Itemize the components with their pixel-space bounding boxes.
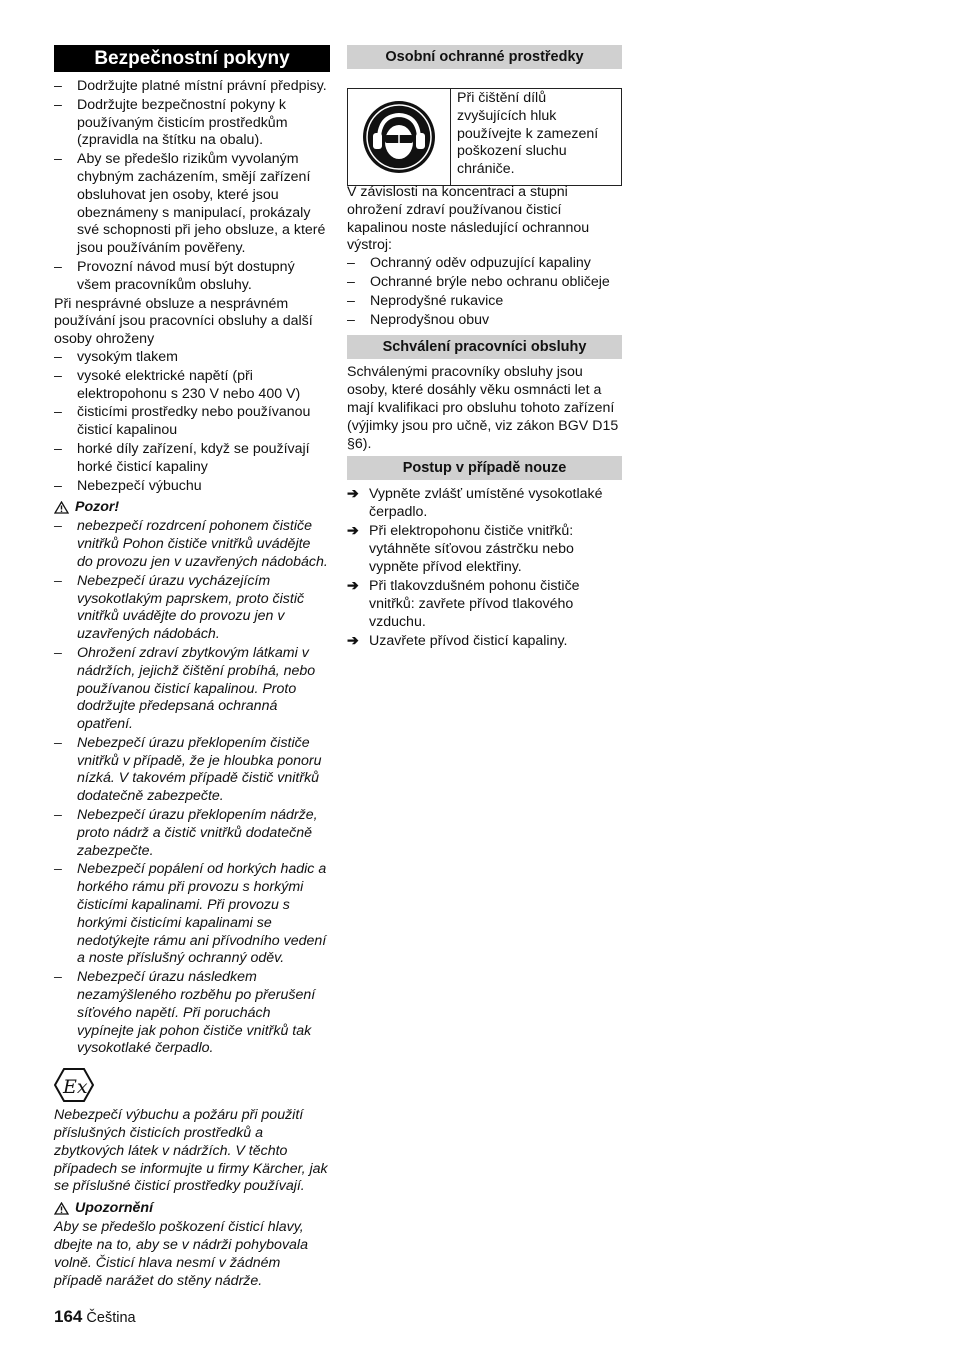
list-item: – vysokým tlakem [54,349,330,367]
list-item: – Aby se předešlo rizikům vyvolaným chybným zacházením, smějí zařízení obsluhovat jen osoby, které jsou obeznámeny s manipulací, prokázaly své schopnosti při jeho obsluze, a které jsou používáním pověřeny. [54,151,330,258]
list-item: – vysoké elektrické napětí (při elektropohonu s 230 V nebo 400 V) [54,368,330,404]
list-item: ➔ Vypněte zvlášť umístěné vysokotlaké čerpadlo. [347,486,603,521]
notice-label: Upozornění [75,1200,154,1217]
list-item: ➔ Při elektropohonu čističe vnitřků: vytáhněte síťovou zástrčku nebo vypněte přívod elektřiny. [347,523,574,576]
list-item: – horké díly zařízení, když se používají horké čisticí kapaliny [54,441,330,477]
page-footer [54,1307,136,1327]
ppe-box-text: Při čištění dílů zvyšujících hluk používejte k zamezení poškození sluchu chrániče. [457,90,599,178]
list-item: – Nebezpečí úrazu překlopením čističe vnitřků v případě, že je hloubka ponoru nízká. V takovém případě čistič vnitřků dodatečně zabezpečte. [54,735,330,806]
caution-heading [54,498,330,516]
warning-triangle-icon [54,501,69,514]
list-item: – Nebezpečí popálení od horkých hadic a horkého rámu při provozu s horkými čisticími kapalinami. Při provozu s horkými čisticími kapalinami se nedotýkejte rámu ani přívodního vedení a noste příslušný ochranný oděv. [54,861,330,968]
section-title-approval: Schválení pracovníci obsluhy [347,335,622,359]
list-item: – Nebezpečí výbuchu [54,478,330,496]
arrow-right-icon: ➔ [347,578,359,595]
emergency-list [347,485,622,650]
ex-warning-text: Nebezpečí výbuchu a požáru při použití příslušných čisticích prostředků a zbytkových látek v nádržích. V těchto případech se informujte u firmy Kärcher, jak se příslušné čisticí prostředky používají. [54,1107,328,1195]
svg-text:Ex: Ex [63,1076,88,1099]
notice-text: Aby se předešlo poškození čisticí hlavy, dbejte na to, aby se v nádrži pohybovala volně. Čisticí hlava nesmí v žádném případě narážet do stěny nádrže. [54,1219,308,1289]
ppe-notice-box [347,88,622,186]
list-item: – Ochranný oděv odpuzující kapaliny [347,255,622,273]
arrow-right-icon: ➔ [347,486,359,503]
list-item: ➔ Uzavřete přívod čisticí kapaliny. [347,633,568,650]
ppe-icon-cell [348,89,451,185]
risk-list [54,349,330,495]
list-item: – Provozní návod musí být dostupný všem pracovníkům obsluhy. [54,259,330,295]
section-title-safety: Bezpečnostní pokyny [54,45,330,72]
list-item: – Ohrožení zdraví zbytkovým látkami v nádržích, jejichž čištění probíhá, nebo používanou čisticí kapalinou. Proto dodržujte předepsaná ochranná opatření. [54,645,330,734]
hearing-eye-protection-icon [362,100,436,174]
list-item: – Dodržujte platné místní právní předpisy. [54,78,330,96]
caution-list [54,518,330,1058]
ppe-intro: V závislosti na koncentraci a stupni ohrožení zdraví používanou čisticí kapalinou noste následující ochrannou výstroj: [347,184,590,254]
section-title-emergency: Postup v případě nouze [347,456,622,480]
arrow-right-icon: ➔ [347,633,359,650]
list-item: – Nebezpečí úrazu následkem nezamýšleného rozběhu po přerušení síťového napětí. Při poruchách vypínejte jak pohon čističe vnitřků tak vysokotlaké čerpadlo. [54,969,330,1058]
list-item: – Neprodyšné rukavice [347,293,622,311]
list-item: – Neprodyšnou obuv [347,312,622,330]
caution-label: Pozor! [75,499,120,516]
intro-list [54,78,330,295]
list-item: – čisticími prostředky nebo používanou čisticí kapalinou [54,404,330,440]
page-number: 164 [54,1307,83,1326]
left-column [54,45,330,1290]
arrow-right-icon: ➔ [347,523,359,540]
approval-text: Schválenými pracovníky obsluhy jsou osoby, které dosáhly věku osmnácti let a mají kvalifikaci pro obsluhu tohoto zařízení (výjimky jsou pro učně, viz zákon BGV D15 §6). [347,364,619,452]
section-title-ppe: Osobní ochranné prostředky [347,45,622,69]
list-item: – Ochranné brýle nebo ochranu obličeje [347,274,622,292]
list-item: – nebezpečí rozdrcení pohonem čističe vnitřků Pohon čističe vnitřků uvádějte do provozu jen v uzavřených nádobách. [54,518,330,571]
list-item: ➔ Při tlakovzdušném pohonu čističe vnitřků: zavřete přívod tlakového vzduchu. [347,578,580,631]
ppe-list [347,255,622,329]
list-item: – Dodržujte bezpečnostní pokyny k používaným čisticím prostředkům (zpravidla na štítku na obalu). [54,97,330,150]
warning-triangle-icon [54,1202,69,1215]
explosion-hazard-icon [54,1067,94,1103]
ex-symbol-wrap [54,1067,330,1107]
list-item: – Nebezpečí úrazu překlopením nádrže, proto nádrž a čistič vnitřků dodatečně zabezpečte. [54,807,330,860]
right-column [347,45,622,651]
list-item: – Nebezpečí úrazu vycházejícím vysokotlakým paprskem, proto čistič vnitřků uvádějte do provozu jen v uzavřených nádobách. [54,573,330,644]
risk-intro: Při nesprávné obsluze a nesprávném používání jsou pracovníci obsluhy a další osoby ohroženy [54,295,313,348]
notice-heading [54,1199,330,1217]
language-label: Čeština [86,1310,136,1326]
